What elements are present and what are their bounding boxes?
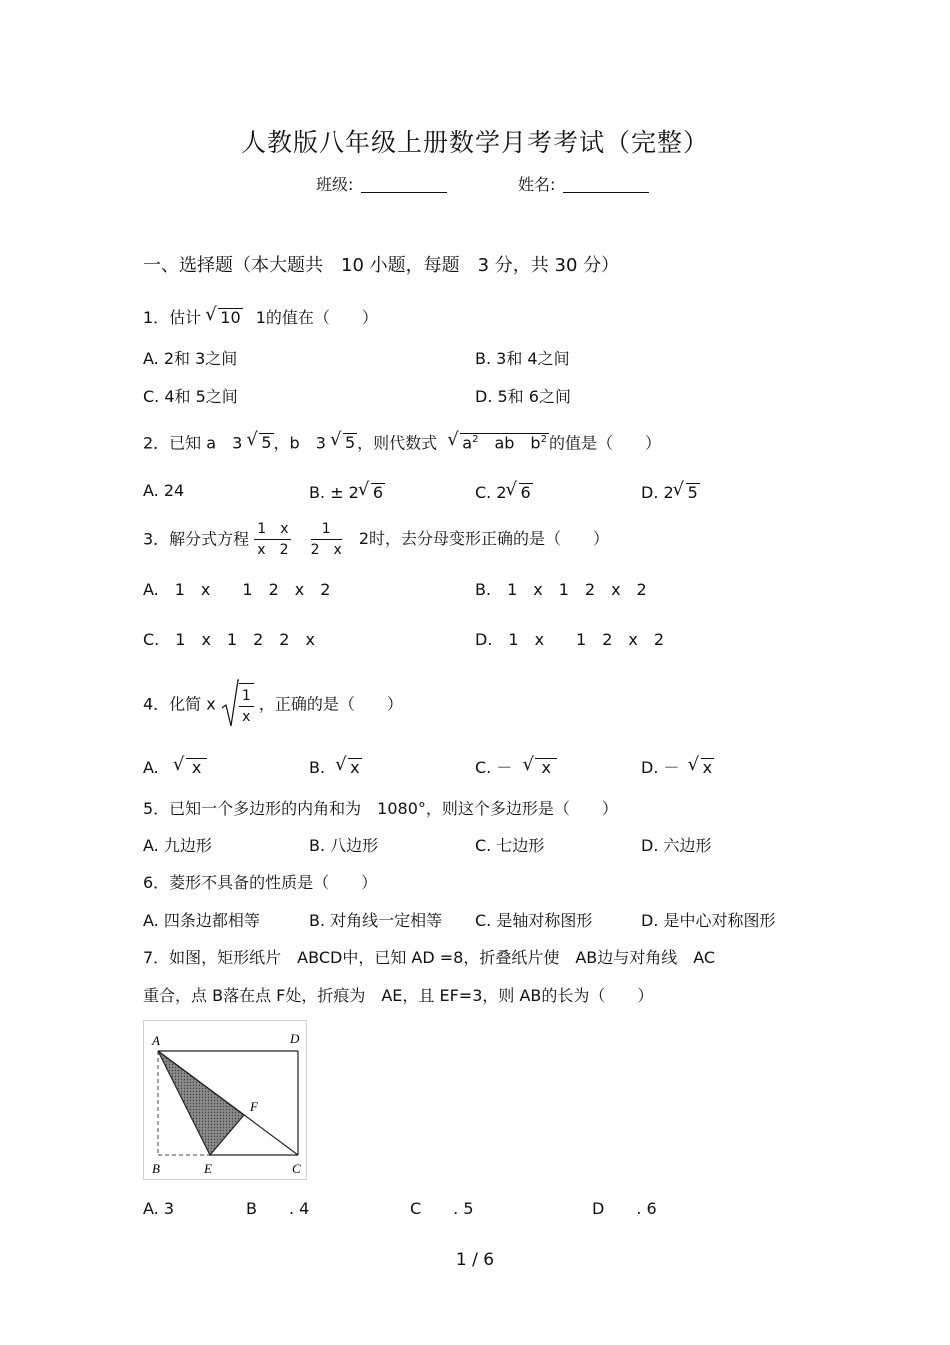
q3-suffix: 2时，去分母变形正确的是（ ）: [358, 529, 610, 549]
q1-prefix: 1．估计: [143, 308, 202, 327]
class-field: [316, 177, 447, 193]
sqrt-expression: √ $a^2$ ab $b^2$: [448, 433, 549, 453]
q4-option-b-radicand: x: [350, 758, 360, 777]
q4-option-d-radicand: x: [702, 758, 713, 777]
sqrt-symbol: [507, 483, 533, 502]
q2-prefix: 2．已知 a 3: [143, 433, 243, 453]
sqrt-symbol: [331, 433, 357, 452]
fraction-denominator: x 2: [257, 541, 289, 558]
q7-option-d: D . 6: [592, 1199, 657, 1218]
q2-option-b: [309, 483, 385, 502]
sqrt-symbol: [523, 758, 556, 777]
q1-option-c: C. 4和 5之间: [143, 387, 238, 406]
q2-option-d: [641, 483, 700, 502]
q1-suffix: 1的值在（ ）: [255, 308, 378, 327]
label-c: C: [292, 1161, 301, 1176]
label-a: A: [152, 1033, 160, 1048]
q6-option-d: D. 是中心对称图形: [641, 911, 776, 930]
q2-suffix: 的值是（ ）: [548, 433, 661, 453]
question-4: [143, 678, 403, 730]
q4-option-c-label: C. －: [475, 758, 513, 777]
q2-option-c: [475, 483, 533, 502]
q3-option-c: C. 1 x 1 2 2 x: [143, 630, 315, 649]
label-f: F: [250, 1099, 258, 1114]
q6-option-c: C. 是轴对称图形: [475, 911, 593, 930]
label-e: E: [204, 1161, 212, 1176]
sqrt-symbol: [359, 483, 385, 502]
q4-option-b: [309, 758, 362, 777]
q7-option-b: B . 4: [246, 1199, 310, 1218]
q3-option-b: B. 1 x 1 2 x 2: [475, 580, 647, 599]
page-number: 1 / 6: [455, 1250, 495, 1270]
sqrt-symbol: [206, 308, 242, 327]
q2-mid2: ，则代数式: [357, 433, 438, 453]
q7-option-a: A. 3: [143, 1199, 175, 1218]
q2-option-c-radicand: 6: [520, 483, 531, 502]
label-b: B: [152, 1161, 160, 1176]
q6-option-b: B. 对角线一定相等: [309, 911, 443, 930]
fraction-denominator: x: [242, 708, 251, 725]
q6-option-a: A. 四条边都相等: [143, 911, 260, 930]
q1-option-a: A. 2和 3之间: [143, 349, 238, 368]
name-field: [518, 177, 649, 193]
q4-option-a-label: A.: [143, 758, 159, 777]
q1-option-b: B. 3和 4之间: [475, 349, 570, 368]
fraction-denominator: 2 x: [310, 541, 342, 558]
question-1: [143, 308, 378, 327]
question-2: [143, 433, 661, 453]
q4-prefix: 4．化简 x: [143, 694, 216, 714]
figure-svg: [144, 1021, 306, 1179]
q4-option-d-label: D. －: [641, 758, 680, 777]
q4-option-a-radicand: x: [186, 758, 207, 777]
sqrt-symbol: [674, 483, 700, 502]
q4-suffix: ，正确的是（ ）: [258, 694, 403, 714]
diagonal-ac: [158, 1051, 298, 1155]
q4-option-c: [475, 758, 557, 777]
name-label: 姓名:: [518, 175, 556, 194]
page-title: 人教版八年级上册数学月考考试（完整）: [240, 128, 709, 157]
big-sqrt-icon: [221, 678, 239, 730]
sqrt-symbol: [689, 758, 714, 777]
q2-option-d-radicand: 5: [687, 483, 698, 502]
question-5: 5．已知一个多边形的内角和为 1080°，则这个多边形是（ ）: [143, 799, 618, 818]
folded-triangle: [158, 1051, 244, 1155]
q5-option-c: C. 七边形: [475, 836, 545, 855]
question-3: [143, 521, 609, 559]
q4-fraction: [239, 683, 254, 726]
class-label: 班级:: [316, 175, 354, 194]
section-heading: 一、选择题（本大题共 10 小题，每题 3 分，共 30 分）: [143, 255, 620, 276]
q2-mid: ，b 3: [273, 433, 326, 453]
q4-option-c-radicand: x: [535, 758, 556, 777]
q3-option-d: D. 1 x 1 2 x 2: [475, 630, 665, 649]
label-d: D: [290, 1031, 300, 1046]
q7-option-c: C . 5: [410, 1199, 474, 1218]
q2-radicand-2: 5: [344, 433, 356, 453]
q2-option-d-text: D. 2: [641, 483, 674, 502]
q5-option-d: D. 六边形: [641, 836, 712, 855]
q3-fraction-2: [311, 521, 342, 559]
q1-option-d: D. 5和 6之间: [475, 387, 571, 406]
sqrt-symbol: [247, 433, 273, 452]
q5-option-a: A. 九边形: [143, 836, 212, 855]
q4-option-b-label: B.: [309, 758, 326, 777]
class-blank[interactable]: [361, 178, 447, 193]
q1-radicand: 10: [220, 308, 241, 327]
q3-fraction-1: [254, 521, 291, 559]
q2-option-a: A. 24: [143, 481, 185, 500]
q5-option-b: B. 八边形: [309, 836, 379, 855]
q3-option-a: A. 1 x 1 2 x 2: [143, 580, 331, 599]
q3-prefix: 3．解分式方程: [143, 529, 250, 549]
fraction-numerator: 1: [239, 688, 254, 707]
q2-radicand-1: 5: [261, 433, 272, 453]
q2-option-b-radicand: 6: [372, 483, 384, 502]
fraction-numerator: 1: [311, 521, 342, 540]
sqrt-symbol: [174, 758, 207, 777]
q2-option-c-text: C. 2: [475, 483, 507, 502]
rectangle-fold-figure: [143, 1020, 307, 1180]
question-6: 6．菱形不具备的性质是（ ）: [143, 873, 378, 892]
q2-option-b-text: B. ± 2: [309, 483, 359, 502]
fraction-numerator: 1 x: [254, 521, 291, 540]
question-7-line-1: 7．如图，矩形纸片 ABCD中，已知 AD =8，折叠纸片使 AB边与对角线 AC: [143, 948, 716, 967]
sqrt-symbol: [336, 758, 361, 777]
question-7-line-2: 重合，点 B落在点 F处，折痕为 AE，且 EF=3，则 AB的长为（ ）: [143, 986, 654, 1005]
name-blank[interactable]: [563, 178, 649, 193]
q4-option-d: [641, 758, 714, 777]
q4-option-a: [143, 758, 207, 777]
